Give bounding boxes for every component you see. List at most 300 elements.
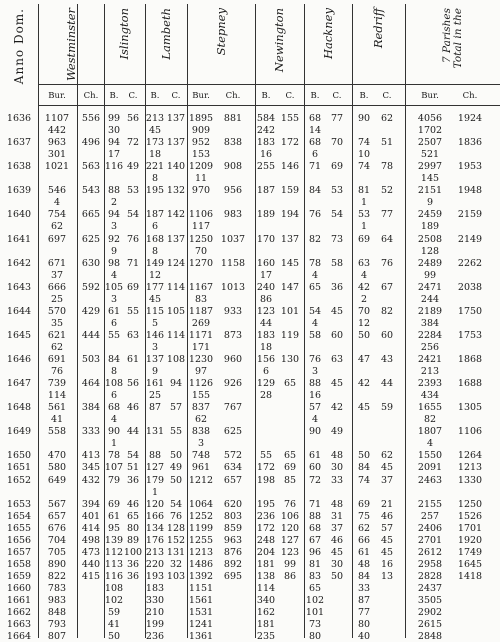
data-cell: 838 <box>191 426 211 438</box>
parish-name: Lambeth <box>158 8 173 60</box>
data-cell: 697 <box>47 233 67 245</box>
year-cell: 1648 <box>6 402 32 414</box>
data-cell: 1 <box>360 197 368 209</box>
data-cell: 961 <box>191 462 211 474</box>
data-cell: 50 <box>357 329 371 341</box>
data-cell: 1550 <box>417 450 443 462</box>
data-cell: 181 <box>256 558 276 570</box>
data-cell: 81 <box>308 558 322 570</box>
data-cell: 76 <box>308 209 322 221</box>
year-cell: 1654 <box>6 510 32 522</box>
data-cell: 890 <box>47 558 67 570</box>
data-cell: 567 <box>47 498 67 510</box>
data-cell: 558 <box>47 426 67 438</box>
data-cell: 68 <box>308 137 322 149</box>
data-cell: 45 <box>148 293 162 305</box>
data-cell: 46 <box>380 510 394 522</box>
data-cell: 140 <box>166 161 186 173</box>
data-cell: 114 <box>166 281 186 293</box>
data-cell: 695 <box>223 570 243 582</box>
data-cell: 97 <box>194 366 208 378</box>
data-cell: 952 <box>191 137 211 149</box>
data-cell: 86 <box>259 293 273 305</box>
data-cell: 572 <box>223 450 243 462</box>
data-cell: 80 <box>308 631 322 642</box>
data-cell: 1106 <box>457 426 483 438</box>
data-cell: 102 <box>305 595 325 606</box>
data-cell: 5 <box>151 317 159 329</box>
year-cell: 1662 <box>6 607 32 619</box>
data-cell: 1486 <box>188 558 214 570</box>
data-cell: 18 <box>148 149 162 161</box>
data-cell: 37 <box>380 474 394 486</box>
data-cell: 1 <box>110 438 118 450</box>
year-cell: 1652 <box>6 474 32 486</box>
data-cell: 145 <box>280 257 300 269</box>
data-cell: 137 <box>145 354 165 365</box>
data-cell: 62 <box>50 341 64 353</box>
data-cell: 36 <box>126 474 140 486</box>
data-cell: 131 <box>145 426 165 438</box>
data-cell: 556 <box>81 113 101 124</box>
data-cell: 106 <box>280 510 300 522</box>
data-cell: 269 <box>191 317 211 329</box>
data-cell: 496 <box>81 137 101 149</box>
data-cell: 36 <box>330 281 344 293</box>
data-cell: 59 <box>107 607 121 619</box>
data-cell: 183 <box>256 329 276 341</box>
data-cell: 657 <box>223 474 243 486</box>
data-cell: 47 <box>357 354 371 365</box>
parish-header <box>304 8 352 82</box>
data-cell: 183 <box>256 137 276 149</box>
data-cell: 1250 <box>188 233 214 245</box>
data-cell: 78 <box>107 450 121 462</box>
year-cell: 1638 <box>6 161 32 173</box>
data-cell: 3 <box>311 366 319 378</box>
data-cell: 43 <box>380 354 394 365</box>
data-cell: 255 <box>256 161 276 173</box>
data-cell: 473 <box>81 546 101 558</box>
data-cell: 1021 <box>44 161 70 173</box>
data-cell: 301 <box>47 149 67 161</box>
data-cell: 1953 <box>457 161 483 173</box>
data-cell: 1270 <box>188 257 214 269</box>
data-cell: 213 <box>145 113 165 124</box>
data-cell: 543 <box>81 185 101 197</box>
data-cell: 57 <box>169 402 183 414</box>
data-cell: 74 <box>357 137 371 149</box>
data-cell: 183 <box>145 582 165 594</box>
data-cell: 73 <box>308 619 322 631</box>
data-cell: 1167 <box>188 281 214 293</box>
data-cell: 70 <box>194 245 208 257</box>
data-cell: 116 <box>104 161 124 173</box>
data-cell: 546 <box>47 185 67 197</box>
data-cell: 69 <box>357 233 371 245</box>
data-cell: 56 <box>126 113 140 124</box>
year-cell: 1659 <box>6 570 32 582</box>
data-cell: 53 <box>126 185 140 197</box>
data-cell: 45 <box>357 402 371 414</box>
data-cell: 108 <box>104 582 124 594</box>
data-cell: 65 <box>308 281 322 293</box>
data-cell: 108 <box>104 378 124 390</box>
data-cell: 105 <box>104 281 124 293</box>
data-cell: 75 <box>357 510 371 522</box>
data-cell: 88 <box>308 510 322 522</box>
data-cell: 84 <box>107 354 121 365</box>
data-cell: 6 <box>262 366 270 378</box>
data-cell: 1064 <box>188 498 214 510</box>
data-cell: 10 <box>357 149 371 161</box>
data-cell: 33 <box>330 474 344 486</box>
data-cell: 65 <box>283 378 297 390</box>
data-cell: 4 <box>311 269 319 281</box>
data-cell: 25 <box>50 293 64 305</box>
data-cell: 2091 <box>417 462 443 474</box>
data-cell: 464 <box>81 378 101 390</box>
data-cell: 61 <box>126 354 140 365</box>
data-cell: 72 <box>308 474 322 486</box>
data-cell: 6 <box>311 149 319 161</box>
data-cell: 2159 <box>457 209 483 221</box>
data-cell: 114 <box>47 390 67 402</box>
data-cell: 123 <box>280 546 300 558</box>
parish-name: Islington <box>117 8 131 60</box>
data-cell: 1107 <box>44 113 70 124</box>
data-cell: 220 <box>145 558 165 570</box>
data-cell: 37 <box>50 269 64 281</box>
data-cell: 69 <box>107 498 121 510</box>
year-cell: 1655 <box>6 522 32 534</box>
data-cell: 58 <box>308 329 322 341</box>
data-cell: 35 <box>50 317 64 329</box>
data-cell: 1252 <box>188 510 214 522</box>
data-cell: 114 <box>256 582 276 594</box>
data-cell: 42 <box>357 378 371 390</box>
data-cell: 45 <box>148 125 162 137</box>
data-cell: 2902 <box>417 607 443 619</box>
data-cell: 59 <box>380 402 394 414</box>
data-cell: 161 <box>145 378 165 390</box>
data-cell: 1213 <box>188 546 214 558</box>
data-cell: 1 <box>360 221 368 233</box>
column-subheader: C. <box>128 91 138 101</box>
parish-header <box>255 8 304 82</box>
data-cell: 933 <box>223 305 243 317</box>
data-cell: 963 <box>47 137 67 149</box>
data-cell: 394 <box>81 498 101 510</box>
data-cell: 84 <box>308 185 322 197</box>
data-cell: 2 <box>360 293 368 305</box>
data-cell: 102 <box>104 595 124 606</box>
data-cell: 657 <box>47 510 67 522</box>
column-subheader: Ch. <box>462 91 478 101</box>
data-cell: 45 <box>380 534 394 546</box>
data-cell: 57 <box>380 522 394 534</box>
year-cell: 1640 <box>6 209 32 221</box>
data-cell: 31 <box>330 510 344 522</box>
data-cell: 4 <box>311 414 319 426</box>
data-cell: 1250 <box>457 498 483 510</box>
parish-name: Redriff <box>371 8 385 49</box>
data-cell: 81 <box>357 185 371 197</box>
data-cell: 1418 <box>457 570 483 582</box>
data-cell: 145 <box>420 173 440 185</box>
data-cell: 82 <box>423 414 437 426</box>
data-cell: 107 <box>104 462 124 474</box>
year-cell: 1639 <box>6 185 32 197</box>
data-cell: 64 <box>380 233 394 245</box>
data-cell: 48 <box>330 450 344 462</box>
data-cell: 1361 <box>188 631 214 642</box>
data-cell: 76 <box>169 510 183 522</box>
data-cell: 837 <box>191 402 211 414</box>
data-cell: 63 <box>357 257 371 269</box>
data-cell: 1241 <box>188 619 214 631</box>
data-cell: 876 <box>223 546 243 558</box>
data-cell: 470 <box>47 450 67 462</box>
data-cell: 49 <box>169 462 183 474</box>
data-cell: 84 <box>357 462 371 474</box>
data-cell: 138 <box>256 570 276 582</box>
parish-name: Hackney <box>320 8 335 60</box>
data-cell: 634 <box>223 462 243 474</box>
data-cell: 89 <box>126 534 140 546</box>
data-cell: 120 <box>145 498 165 510</box>
data-cell: 55 <box>169 426 183 438</box>
data-cell: 172 <box>256 522 276 534</box>
data-cell: 127 <box>280 534 300 546</box>
data-cell: 50 <box>330 570 344 582</box>
data-cell: 44 <box>126 426 140 438</box>
data-cell: 2038 <box>457 281 483 293</box>
year-cell: 1641 <box>6 233 32 245</box>
data-cell: 60 <box>308 462 322 474</box>
data-cell: 881 <box>223 113 243 124</box>
parish-name: Westminster <box>63 8 78 82</box>
column-subheader: Bur. <box>48 91 66 101</box>
data-cell: 69 <box>126 281 140 293</box>
data-cell: 67 <box>380 281 394 293</box>
data-cell: 1807 <box>417 426 443 438</box>
data-cell: 193 <box>145 570 165 582</box>
data-cell: 170 <box>256 233 276 245</box>
data-cell: 198 <box>256 474 276 486</box>
data-cell: 149 <box>145 257 165 269</box>
data-cell: 87 <box>357 595 371 606</box>
data-cell: 30 <box>330 462 344 474</box>
data-cell: 62 <box>194 414 208 426</box>
data-cell: 36 <box>126 558 140 570</box>
data-cell: 17 <box>107 149 121 161</box>
column-subheader: C. <box>382 91 392 101</box>
data-cell: 46 <box>330 534 344 546</box>
data-cell: 14 <box>308 125 322 137</box>
data-cell: 152 <box>166 534 186 546</box>
column-subheader: Bur. <box>421 91 439 101</box>
data-cell: 30 <box>107 125 121 137</box>
parish-header <box>145 8 187 82</box>
data-cell: 691 <box>47 354 67 365</box>
year-cell: 1647 <box>6 378 32 390</box>
data-cell: 36 <box>126 570 140 582</box>
data-cell: 84 <box>357 570 371 582</box>
data-cell: 6 <box>151 221 159 233</box>
data-cell: 3 <box>151 341 159 353</box>
data-cell: 1561 <box>188 595 214 606</box>
data-cell: 55 <box>107 329 121 341</box>
data-cell: 2155 <box>417 498 443 510</box>
data-cell: 114 <box>166 329 186 341</box>
parish-header <box>352 8 405 82</box>
year-cell: 1644 <box>6 305 32 317</box>
data-cell: 77 <box>330 113 344 124</box>
year-cell: 1651 <box>6 462 32 474</box>
data-cell: 213 <box>420 366 440 378</box>
data-cell: 2848 <box>417 631 443 642</box>
data-cell: 58 <box>330 257 344 269</box>
data-cell: 87 <box>148 402 162 414</box>
column-subheader: C. <box>285 91 295 101</box>
data-cell: 649 <box>47 474 67 486</box>
data-cell: 2615 <box>417 619 443 631</box>
data-cell: 625 <box>81 233 101 245</box>
data-cell: 70 <box>357 305 371 317</box>
data-cell: 1749 <box>457 546 483 558</box>
data-cell: 909 <box>191 125 211 137</box>
column-subheader: B. <box>109 91 119 101</box>
data-cell: 77 <box>380 209 394 221</box>
data-cell: 2701 <box>417 534 443 546</box>
data-cell: 401 <box>81 510 101 522</box>
data-cell: 101 <box>305 607 325 619</box>
data-cell: 1 <box>151 486 159 498</box>
data-cell: 4 <box>110 269 118 281</box>
data-cell: 53 <box>357 209 371 221</box>
data-cell: 2828 <box>417 570 443 582</box>
data-cell: 384 <box>420 317 440 329</box>
data-cell: 838 <box>223 137 243 149</box>
data-cell: 189 <box>256 209 276 221</box>
data-cell: 115 <box>145 305 165 317</box>
data-cell: 2997 <box>417 161 443 173</box>
data-cell: 71 <box>308 161 322 173</box>
data-cell: 9 <box>151 366 159 378</box>
data-cell: 3505 <box>417 595 443 606</box>
data-cell: 130 <box>280 354 300 365</box>
data-cell: 4 <box>426 438 434 450</box>
data-cell: 248 <box>256 534 276 546</box>
data-cell: 235 <box>256 631 276 642</box>
data-cell: 9 <box>110 245 118 257</box>
data-cell: 76 <box>126 233 140 245</box>
data-cell: 748 <box>191 450 211 462</box>
total-header <box>405 8 500 82</box>
data-cell: 1392 <box>188 570 214 582</box>
data-cell: 79 <box>107 474 121 486</box>
data-cell: 21 <box>380 498 394 510</box>
data-cell: 70 <box>330 137 344 149</box>
data-cell: 1702 <box>417 125 443 137</box>
data-cell: 137 <box>166 137 186 149</box>
data-cell: 63 <box>330 354 344 365</box>
data-cell: 1126 <box>188 378 214 390</box>
data-cell: 1199 <box>188 522 214 534</box>
data-cell: 676 <box>47 522 67 534</box>
data-cell: 179 <box>145 474 165 486</box>
year-header-label: Anno Dom. <box>11 8 26 85</box>
data-cell: 3 <box>110 221 118 233</box>
data-cell: 1753 <box>457 329 483 341</box>
data-cell: 1948 <box>457 185 483 197</box>
data-cell: 99 <box>283 558 297 570</box>
data-cell: 754 <box>47 209 67 221</box>
data-cell: 105 <box>166 305 186 317</box>
total-header-line: 7 Parishes <box>440 8 453 64</box>
data-cell: 960 <box>223 354 243 365</box>
year-cell: 1643 <box>6 281 32 293</box>
data-cell: 1230 <box>188 354 214 365</box>
data-cell: 172 <box>280 137 300 149</box>
total-header-line: Total in the <box>451 8 464 69</box>
data-cell: 3 <box>197 438 205 450</box>
data-cell: 60 <box>330 329 344 341</box>
data-cell: 1895 <box>188 113 214 124</box>
year-cell: 1653 <box>6 498 32 510</box>
data-cell: 521 <box>420 149 440 161</box>
data-cell: 384 <box>81 402 101 414</box>
data-cell: 173 <box>145 137 165 149</box>
data-cell: 90 <box>357 113 371 124</box>
data-cell: 124 <box>166 257 186 269</box>
data-cell: 621 <box>47 329 67 341</box>
data-cell: 11 <box>194 173 208 185</box>
data-cell: 2189 <box>417 305 443 317</box>
data-cell: 767 <box>223 402 243 414</box>
data-cell: 1526 <box>457 510 483 522</box>
data-cell: 76 <box>308 354 322 365</box>
parish-header <box>104 8 145 82</box>
data-cell: 1212 <box>188 474 214 486</box>
data-cell: 88 <box>148 450 162 462</box>
data-cell: 561 <box>47 402 67 414</box>
data-cell: 68 <box>308 522 322 534</box>
data-cell: 76 <box>283 498 297 510</box>
data-cell: 83 <box>308 570 322 582</box>
data-cell: 37 <box>330 522 344 534</box>
data-cell: 72 <box>126 137 140 149</box>
data-cell: 18 <box>259 341 273 353</box>
data-cell: 970 <box>191 185 211 197</box>
data-cell: 822 <box>47 570 67 582</box>
data-cell: 199 <box>145 619 165 631</box>
data-cell: 1209 <box>188 161 214 173</box>
data-cell: 503 <box>81 354 101 365</box>
data-cell: 1924 <box>457 113 483 124</box>
data-cell: 859 <box>223 522 243 534</box>
data-cell: 85 <box>283 474 297 486</box>
data-cell: 1688 <box>457 378 483 390</box>
data-cell: 128 <box>420 245 440 257</box>
data-cell: 330 <box>145 595 165 606</box>
data-cell: 1264 <box>457 450 483 462</box>
data-cell: 46 <box>126 498 140 510</box>
data-cell: 2262 <box>457 257 483 269</box>
data-cell: 413 <box>81 450 101 462</box>
data-cell: 563 <box>81 161 101 173</box>
